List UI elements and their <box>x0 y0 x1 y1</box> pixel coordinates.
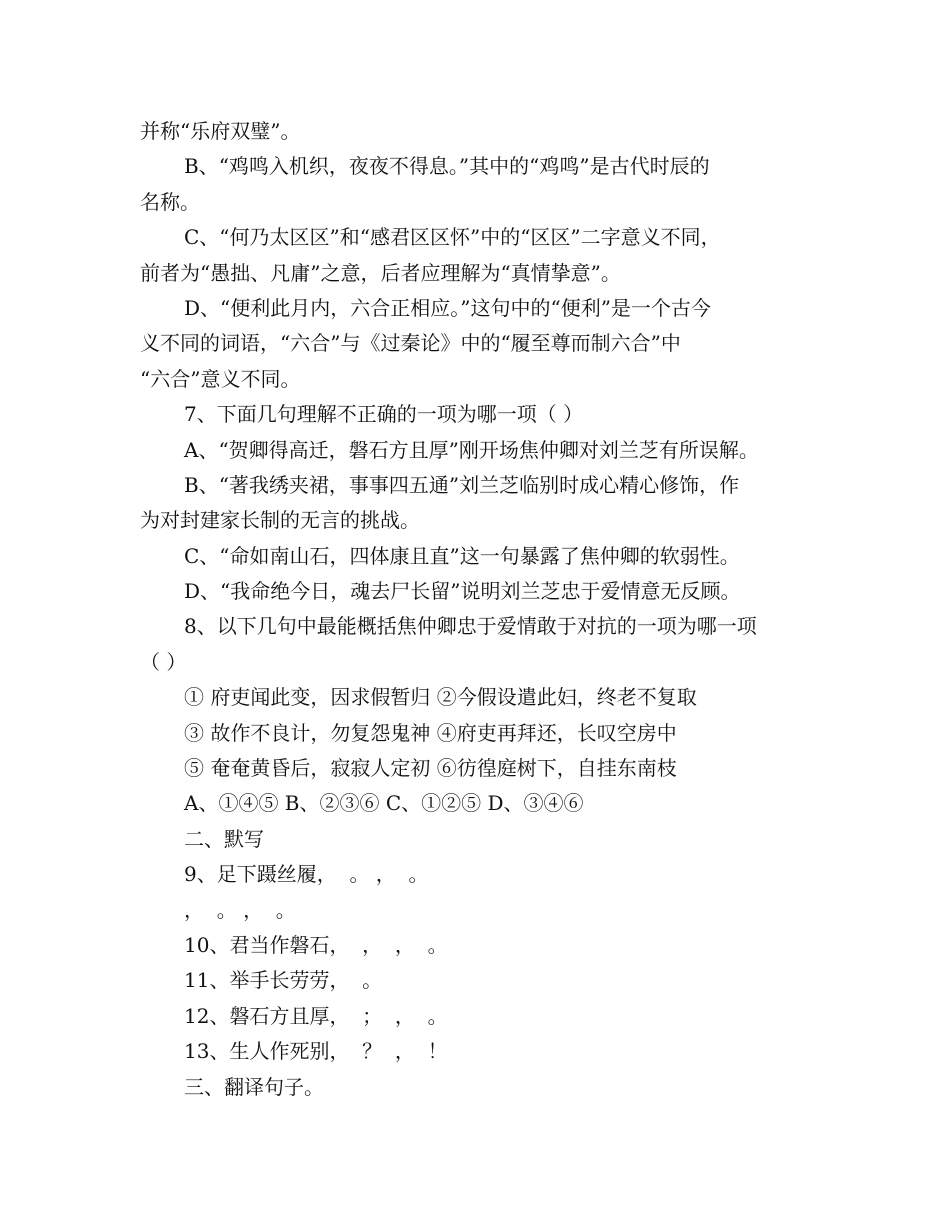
section-heading: 三、翻译句子。 <box>184 1074 324 1099</box>
question-12: 12、磐石方且厚， ； ， 。 <box>184 1003 448 1028</box>
section-heading: 二、默写 <box>184 826 264 851</box>
text-line: D、“便利此月内，六合正相应。”这句中的“便利”是一个古今 <box>184 295 711 320</box>
text-line: B、“鸡鸣入机织，夜夜不得息。”其中的“鸡鸣”是古代时辰的 <box>184 154 710 179</box>
text-line: 名称。 <box>140 189 200 214</box>
question-8-options: A、①④⑤ B、②③⑥ C、①②⑤ D、③④⑥ <box>184 791 584 816</box>
text-line: 并称“乐府双璧”。 <box>140 119 301 143</box>
question-7-option-b: B、“著我绣夹裙，事事四五通”刘兰芝临别时成心精心修饰，作 <box>184 472 740 497</box>
question-10: 10、君当作磐石， ， ， 。 <box>184 932 448 957</box>
text-line: （ ） <box>140 649 187 674</box>
question-7-option-c: C、“命如南山石，四体康且直”这一句暴露了焦仲卿的软弱性。 <box>184 543 740 568</box>
text-line: 前者为“愚拙、凡庸”之意，后者应理解为“真情挚意”。 <box>140 260 621 285</box>
question-9-continued: ， 。 ， 。 <box>184 897 296 922</box>
question-9: 9、足下蹑丝履， 。 ， 。 <box>184 862 429 887</box>
text-line: C、“何乃太区区”和“感君区区怀”中的“区区”二字意义不同， <box>184 225 721 250</box>
document-page <box>140 114 840 1105</box>
question-7-option-d: D、“我命绝今日，魂去尸长留”说明刘兰芝忠于爱情意无反顾。 <box>184 579 741 604</box>
question-8-stem: 8、以下几句中最能概括焦仲卿忠于爱情敢于对抗的一项为哪一项 <box>184 614 757 639</box>
question-11: 11、举手长劳劳， 。 <box>184 968 383 993</box>
text-line: 为对封建家长制的无言的挑战。 <box>140 508 420 533</box>
text-line: 义不同的词语，“六合”与《过秦论》中的“履至尊而制六合”中 <box>140 331 681 356</box>
question-13: 13、生人作死别， ？ ， ！ <box>184 1039 448 1064</box>
question-8-items: ① 府吏闻此变，因求假暂归 ②今假设遣此妇，终老不复取 <box>184 685 697 710</box>
text-line: “六合”意义不同。 <box>140 366 301 391</box>
question-7-stem: 7、下面几句理解不正确的一项为哪一项（ ） <box>184 402 584 427</box>
question-8-items: ③ 故作不良计，勿复怨鬼神 ④府吏再拜还，长叹空房中 <box>184 720 677 745</box>
question-7-option-a: A、“贺卿得高迁，磐石方且厚”刚开场焦仲卿对刘兰芝有所误解。 <box>184 437 759 462</box>
question-8-items: ⑤ 奄奄黄昏后，寂寂人定初 ⑥彷徨庭树下，自挂东南枝 <box>184 756 677 781</box>
